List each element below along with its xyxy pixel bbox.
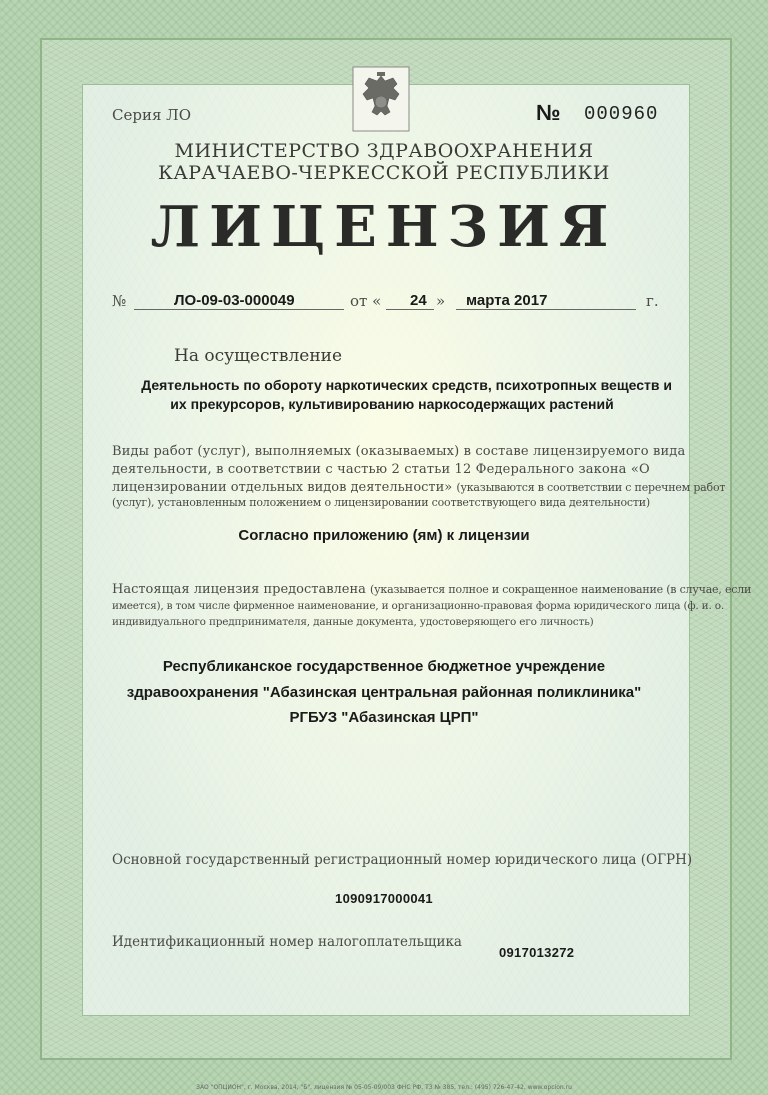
close-quote: » [436,292,446,310]
activity-label: На осуществление [174,346,343,366]
number-sign: № [536,100,561,125]
inn-value: 0917013272 [499,945,575,960]
works-line4-note: (услуг), установленным положением о лицензировании соответствующего вида деятельности) [112,496,650,509]
works-line3-note: (указываются в соответствии с перечнем работ [456,481,726,494]
holder-line1 [112,582,751,597]
holder-name-line2: здравоохранения "Абазинская центральная районная поликлиника" [126,684,642,701]
day-underline [386,309,434,310]
month-underline [456,309,636,310]
holder-line2-note: имеется), в том числе фирменное наименование, и организационно-правовая форма юридического лица (ф. и. о. [112,600,724,612]
activity-line1: Деятельность по обороту наркотических средств, психотропных веществ и [141,377,672,393]
ministry-name-line1: МИНИСТЕРСТВО ЗДРАВООХРАНЕНИЯ [174,140,594,162]
activity-line2: их прекурсоров, культивированию наркосодержащих растений [170,396,614,412]
coat-of-arms-icon [352,66,410,132]
year-suffix: г. [646,292,659,310]
license-no-underline [134,309,344,310]
works-line3-main: лицензировании отдельных видов деятельности» [112,480,453,495]
document-title: ЛИЦЕНЗИЯ [150,194,618,260]
holder-name-line1: Республиканское государственное бюджетное учреждение [162,658,606,675]
works-line1: Виды работ (услуг), выполняемых (оказываемых) в составе лицензируемого вида [112,444,686,459]
ministry-name-line2: КАРАЧАЕВО-ЧЕРКЕССКОЙ РЕСПУБЛИКИ [158,162,610,184]
license-month-year: марта 2017 [466,292,548,309]
ogrn-label: Основной государственный регистрационный номер юридического лица (ОГРН) [112,852,693,868]
holder-short-name: РГБУЗ "Абазинская ЦРП" [289,709,479,726]
inn-label: Идентификационный номер налогоплательщика [112,934,462,950]
works-line2: деятельности, в соответствии с частью 2 статьи 12 Федерального закона «О [112,462,650,477]
from-label: от « [350,292,382,310]
printer-imprint: ЗАО "ОПЦИОН", г. Москва, 2014, "Б", лицензия № 05-05-09/003 ФНС РФ, ТЗ № 385, тел.: (495) 726-47-42, www.opcion.ru [196,1084,572,1091]
license-no-label: № [112,292,127,310]
holder-line1-note: (указывается полное и сокращенное наименование (в случае, если [370,583,752,596]
license-day: 24 [410,292,427,309]
holder-line3-note: индивидуального предпринимателя, данные документа, удостоверяющего его личность) [112,616,594,628]
works-value: Согласно приложению (ям) к лицензии [238,527,530,544]
holder-line1-main: Настоящая лицензия предоставлена [112,582,366,597]
license-number: ЛО-09-03-000049 [174,292,295,309]
ogrn-value: 1090917000041 [335,891,433,906]
works-line3 [112,480,725,495]
blank-number: 000960 [584,103,659,125]
series-label: Серия ЛО [112,106,191,124]
